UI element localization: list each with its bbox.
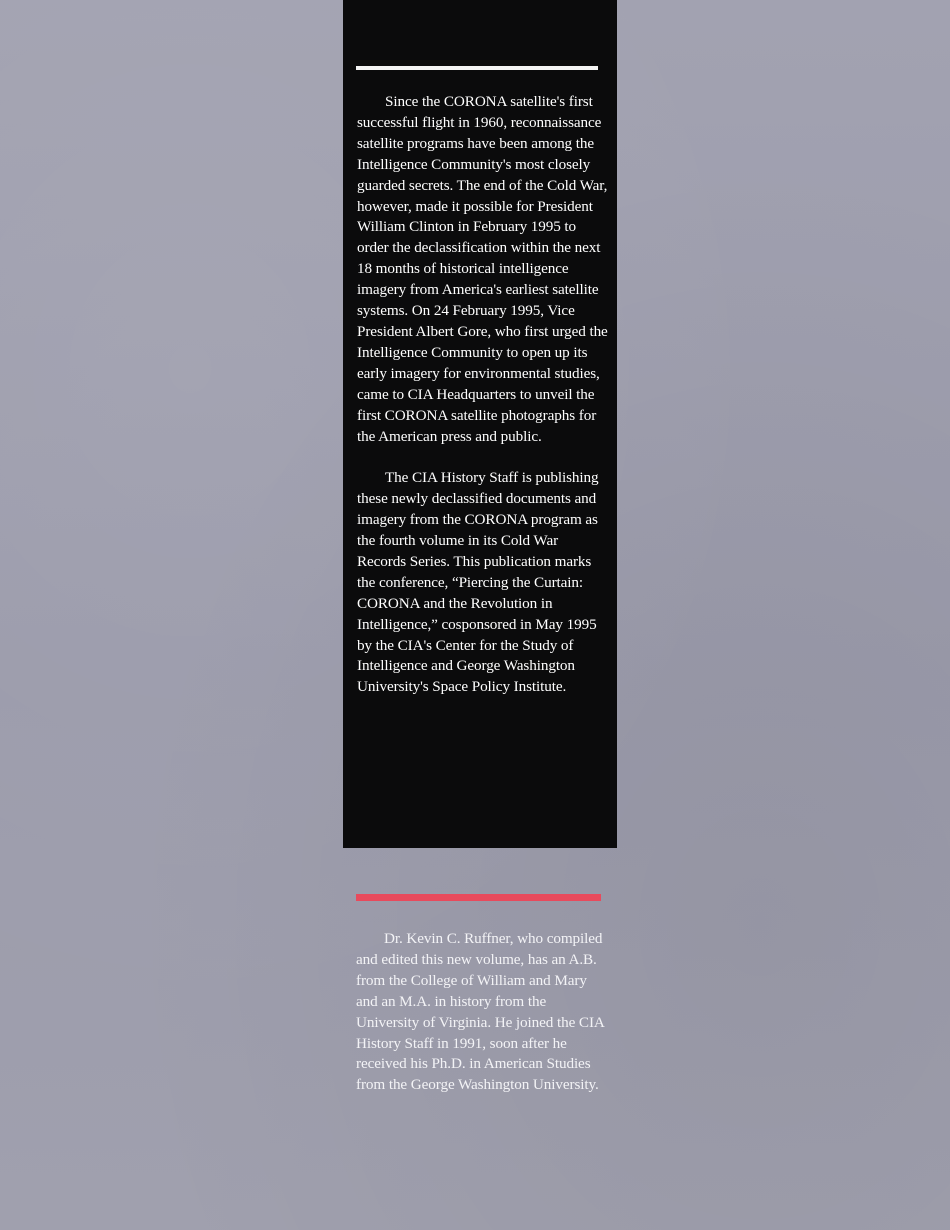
black-text-panel: [343, 0, 617, 848]
editor-bio-paragraph: Dr. Kevin C. Ruffner, who compiled and edited this new volume, has an A.B. from the College of William and Mary and an M.A. in history from the University of Virginia. He joined the CIA History Staff in 1991, soon after he received his Ph.D. in American Studies from the George Washington University.: [356, 930, 604, 1094]
panel-body: [357, 92, 609, 698]
accent-red-rule: [356, 894, 601, 901]
editor-bio: [356, 929, 608, 1096]
panel-paragraph-1: Since the CORONA satellite's first successful flight in 1960, reconnaissance satellite programs have been among the Intelligence Community's most closely guarded secrets. The end of the Cold War, however, made it possible for President William Clinton in February 1995 to order the declassification within the next 18 months of historical intelligence imagery from America's earliest satellite systems. On 24 February 1995, Vice President Albert Gore, who first urged the Intelligence Community to open up its early imagery for environmental studies, came to CIA Headquarters to unveil the first CORONA satellite photographs for the American press and public.: [357, 93, 608, 445]
panel-top-rule: [356, 66, 598, 70]
panel-paragraph-2: The CIA History Staff is publishing these newly declassified documents and imagery from the CORONA program as the fourth volume in its Cold War Records Series. This publication marks the conference, “Piercing the Curtain: CORONA and the Revolution in Intelligence,” cosponsored in May 1995 by the CIA's Center for the Study of Intelligence and George Washington University's Space Policy Institute.: [357, 469, 599, 696]
